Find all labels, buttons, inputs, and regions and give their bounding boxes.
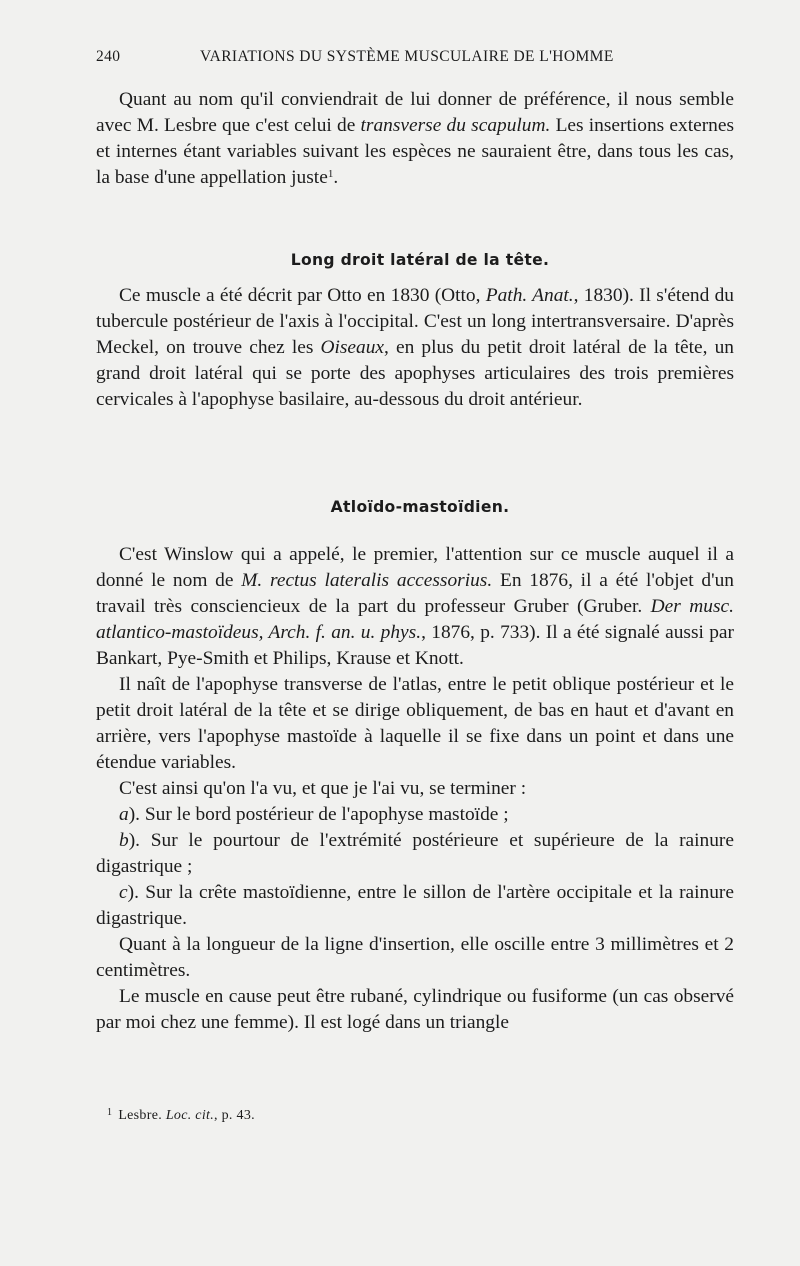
- intro-paragraph: Quant au nom qu'il conviendrait de lui donner de préférence, il nous semble avec M. Lesbre que c'est celui de transverse du scapulum. Les insertions externes et internes étant variables suivant les espèces ne sauraient être, dans tous les cas, la base d'une appellation juste$^1$.: [96, 89, 735, 188]
- section2-paragraph-1: C'est Winslow qui a appelé, le premier, l'attention sur ce muscle auquel il a donné le nom de M. rectus lateralis accessorius. En 1876, il a été l'objet d'un travail très consciencieux de la part du professeur Gruber (Gruber. Der musc. atlantico-mastoïdeus, Arch. f. an. u. phys., 1876, p. 733). Il a été signalé aussi par Bankart, Pye-Smith et Philips, Krause et Knott.: [96, 544, 734, 669]
- footnote-mark: 1: [107, 1107, 113, 1118]
- section2-paragraph-5: Le muscle en cause peut être rubané, cylindrique ou fusiforme (un cas observé par moi chez une femme). Il est logé dans un triangle: [96, 986, 734, 1033]
- page-number: 240: [96, 48, 121, 65]
- section-heading-long-droit: Long droit latéral de la tête.: [290, 251, 550, 269]
- section2-paragraph-4: Quant à la longueur de la ligne d'insertion, elle oscille entre 3 millimètres et 2 centimètres.: [96, 934, 734, 981]
- section2-paragraph-3: C'est ainsi qu'on l'a vu, et que je l'ai vu, se terminer :: [119, 778, 527, 799]
- footnote: $^1$ Lesbre. Loc. cit., p. 43.: [107, 1107, 255, 1123]
- list-item-c: c). Sur la crête mastoïdienne, entre le sillon de l'artère occipitale et la rainure digastrique.: [96, 882, 734, 929]
- section2-block: [96, 542, 734, 1036]
- section1-paragraph: Ce muscle a été décrit par Otto en 1830 (Otto, Path. Anat., 1830). Il s'étend du tubercule postérieur de l'axis à l'occipital. C'est un long intertransversaire. D'après Meckel, on trouve chez les Oiseaux, en plus du petit droit latéral de la tête, un grand droit latéral qui se porte des apophyses articulaires des trois premières cervicales à l'apophyse basilaire, au-dessous du droit antérieur.: [96, 285, 734, 410]
- list-item-b: b). Sur le pourtour de l'extrémité postérieure et supérieure de la rainure digastrique ;: [96, 830, 734, 877]
- section2-paragraph-2: Il naît de l'apophyse transverse de l'atlas, entre le petit oblique postérieur et le petit droit latéral de la tête et se dirige obliquement, de bas en haut et d'avant en arrière, vers l'apophyse mastoïde à laquelle il se fixe dans un point et dans une étendue variables.: [96, 674, 734, 773]
- running-title: VARIATIONS DU SYSTÈME MUSCULAIRE DE L'HOMME: [200, 48, 614, 65]
- list-item-a: a). Sur le bord postérieur de l'apophyse mastoïde ;: [119, 804, 509, 825]
- intro-block: [96, 87, 734, 191]
- section-heading-atloido: Atloïdo-mastoïdien.: [330, 498, 510, 516]
- section1-block: [96, 283, 734, 413]
- footnote-ref: 1: [327, 168, 334, 180]
